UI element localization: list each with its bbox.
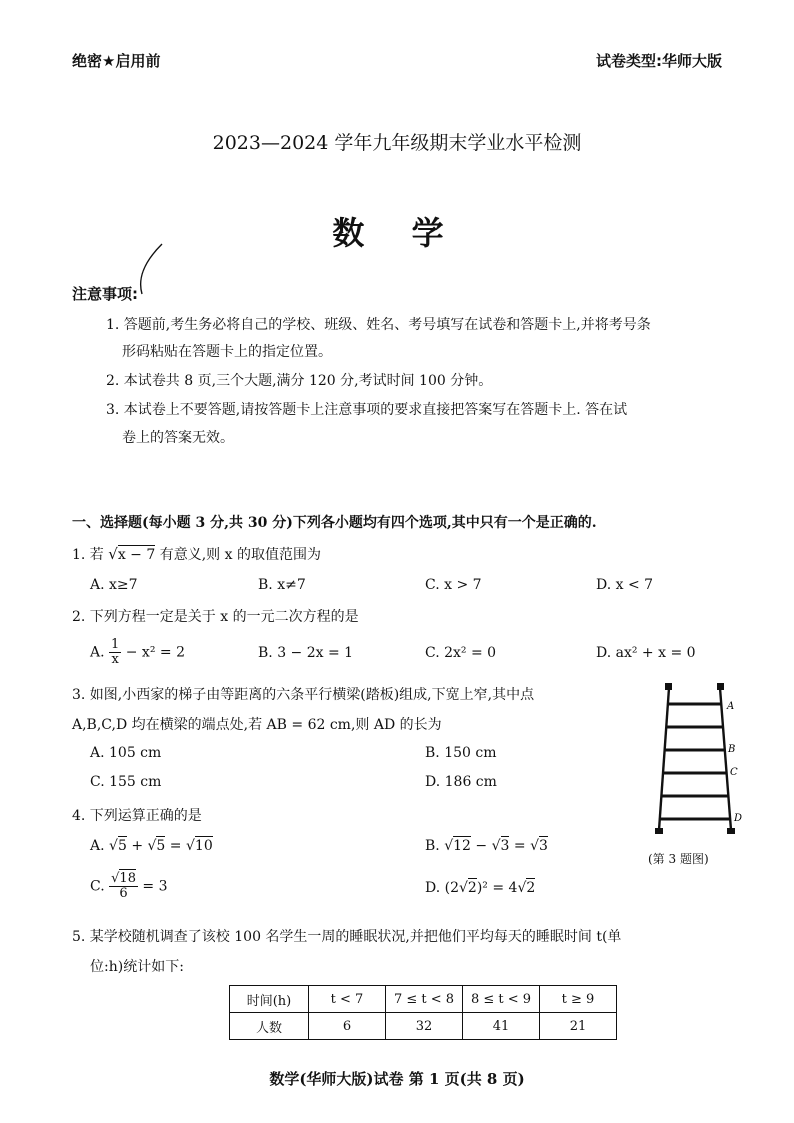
point-label-b: B xyxy=(728,744,736,755)
q1-option-c: C. x > 7 xyxy=(425,577,482,593)
q4-d-radicand-2: 2 xyxy=(526,880,536,896)
notes-item: 卷上的答案无效。 xyxy=(122,430,234,446)
q4-option-d xyxy=(425,880,535,896)
q4-c-label: C. xyxy=(90,878,105,895)
q2-a-numerator: 1 xyxy=(111,637,120,652)
question-3-line1: 3. 如图,小西家的梯子由等距离的六条平行横梁(踏板)组成,下宽上窄,其中点 xyxy=(72,687,535,703)
q4-b-operator: − xyxy=(475,838,488,854)
question-5-line2: 位:h)统计如下: xyxy=(90,959,184,975)
radical-sign-icon: √ xyxy=(491,838,501,854)
q4-d-middle: )² = 4 xyxy=(476,880,518,896)
radical-sign-icon: √ xyxy=(111,871,120,886)
q4-d-radicand-1: 2 xyxy=(467,880,477,896)
q4-option-c xyxy=(90,872,168,901)
figure-caption: (第 3 题图) xyxy=(648,852,709,866)
q4-c-rest: = 3 xyxy=(142,878,168,895)
radical-sign-icon: √ xyxy=(517,880,527,896)
q4-a-radicand-1: 5 xyxy=(117,838,127,854)
table-header-row xyxy=(230,986,617,1013)
q4-a-equals: = xyxy=(169,838,182,854)
q4-b-radicand-3: 3 xyxy=(539,838,548,854)
radical-sign-icon: √ xyxy=(185,838,195,854)
radical-sign-icon: √ xyxy=(444,838,454,854)
notes-heading: 注意事项: xyxy=(72,285,138,303)
notes-item: 形码粘贴在答题卡上的指定位置。 xyxy=(122,344,332,360)
table-cell: 6 xyxy=(309,1013,386,1040)
subject-title: 数 学 xyxy=(332,214,462,252)
table-row-label: 人数 xyxy=(230,1013,309,1040)
sleep-table xyxy=(229,985,617,1040)
notes-item: 2. 本试卷共 8 页,三个大题,满分 120 分,考试时间 100 分钟。 xyxy=(106,373,493,389)
point-label-a: A xyxy=(727,701,735,712)
table-header-cell: 8 ≤ t < 9 xyxy=(463,986,540,1013)
question-1-stem xyxy=(72,544,321,564)
q1-stem-start: 1. 若 xyxy=(72,547,104,563)
q4-a-radicand-3: 10 xyxy=(194,838,213,854)
section-heading: 一、选择题(每小题 3 分,共 30 分)下列各小题均有四个选项,其中只有一个是正确的. xyxy=(72,515,597,531)
table-header-cell: t < 7 xyxy=(309,986,386,1013)
q1-radicand: x − 7 xyxy=(117,547,156,563)
q2-a-fraction xyxy=(109,638,121,667)
point-label-d: D xyxy=(734,813,743,824)
q4-option-b xyxy=(425,838,548,854)
q4-option-a xyxy=(90,838,213,854)
q4-a-operator: + xyxy=(131,838,144,854)
question-5-line1: 5. 某学校随机调查了该校 100 名学生一周的睡眠状况,并把他们平均每天的睡眠时间 t(单 xyxy=(72,929,622,945)
table-cell: 21 xyxy=(540,1013,617,1040)
q4-d-label: D. (2 xyxy=(425,880,459,896)
page-footer: 数学(华师大版)试卷 第 1 页(共 8 页) xyxy=(269,1070,525,1088)
q4-c-fraction xyxy=(109,872,138,901)
q2-a-rest: − x² = 2 xyxy=(125,644,185,661)
radical-sign-icon: √ xyxy=(108,545,118,563)
q4-b-equals: = xyxy=(513,838,526,854)
notes-item: 3. 本试卷上不要答题,请按答题卡上注意事项的要求直接把答案写在答题卡上. 答在试 xyxy=(106,402,628,418)
q2-a-denominator: x xyxy=(111,652,119,667)
point-label-c: C xyxy=(730,767,738,778)
q2-a-label: A. xyxy=(90,644,105,661)
q3-option-d: D. 186 cm xyxy=(425,774,497,790)
q1-stem-end: 有意义,则 x 的取值范围为 xyxy=(159,547,321,563)
q4-b-radicand-1: 12 xyxy=(453,838,471,854)
q4-b-radicand-2: 3 xyxy=(500,838,510,854)
q4-c-radicand: 18 xyxy=(119,871,136,886)
notes-item: 1. 答题前,考生务必将自己的学校、班级、姓名、考号填写在试卷和答题卡上,并将考号条 xyxy=(106,317,651,333)
q1-option-b: B. x≠7 xyxy=(258,577,306,593)
q3-option-c: C. 155 cm xyxy=(90,774,162,790)
q3-option-b: B. 150 cm xyxy=(425,745,497,761)
table-header-cell: t ≥ 9 xyxy=(540,986,617,1013)
radical-sign-icon: √ xyxy=(109,838,118,854)
question-4-stem: 4. 下列运算正确的是 xyxy=(72,808,202,824)
q4-c-denominator: 6 xyxy=(119,886,128,901)
q4-c-numerator xyxy=(109,872,138,887)
table-row xyxy=(230,1013,617,1040)
question-2-stem: 2. 下列方程一定是关于 x 的一元二次方程的是 xyxy=(72,609,359,625)
radical-sign-icon: √ xyxy=(459,880,468,896)
q4-a-radicand-2: 5 xyxy=(156,838,166,854)
q1-option-a: A. x≥7 xyxy=(90,577,138,593)
table-cell: 41 xyxy=(463,1013,540,1040)
q2-option-d: D. ax² + x = 0 xyxy=(596,645,696,661)
paper-type-label: 试卷类型:华师大版 xyxy=(596,52,722,70)
exam-title: 2023—2024 学年九年级期末学业水平检测 xyxy=(212,132,582,154)
table-cell: 32 xyxy=(386,1013,463,1040)
radical-sign-icon: √ xyxy=(147,838,157,854)
q2-option-a xyxy=(90,638,185,667)
q1-option-d: D. x < 7 xyxy=(596,577,654,593)
q4-a-label: A. xyxy=(90,838,105,854)
table-header-cell: 时间(h) xyxy=(230,986,309,1013)
confidential-label: 绝密★启用前 xyxy=(72,52,161,70)
q3-option-a: A. 105 cm xyxy=(90,745,162,761)
q4-b-label: B. xyxy=(425,838,440,854)
q2-option-b: B. 3 − 2x = 1 xyxy=(258,645,354,661)
ladder-figure xyxy=(640,680,750,840)
q2-option-c: C. 2x² = 0 xyxy=(425,645,497,661)
table-header-cell: 7 ≤ t < 8 xyxy=(386,986,463,1013)
question-3-line2: A,B,C,D 均在横梁的端点处,若 AB = 62 cm,则 AD 的长为 xyxy=(72,717,442,733)
radical-sign-icon: √ xyxy=(530,838,539,854)
